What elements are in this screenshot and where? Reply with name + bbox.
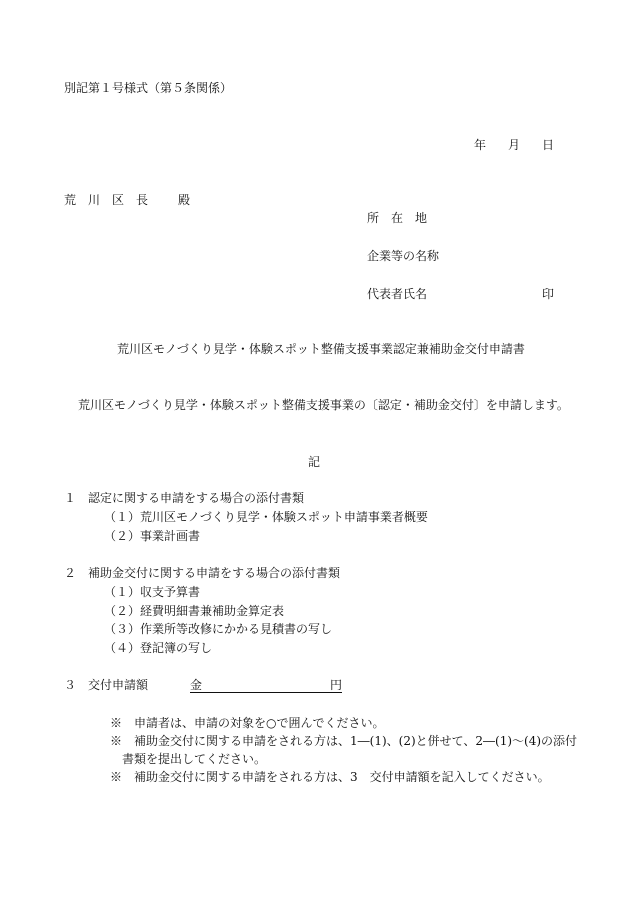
date-month: 月 — [508, 138, 521, 152]
date-year: 年 — [474, 138, 487, 152]
amount-kin: 金 — [190, 678, 203, 692]
section-1-item: （２）事業計画書 — [104, 529, 201, 543]
amount-field — [190, 678, 342, 693]
note-item: ※ 申請者は、申請の対象を○で囲んでください。 — [110, 716, 385, 730]
amount-yen: 円 — [329, 678, 342, 692]
company-label: 企業等の名称 — [367, 249, 440, 263]
date-day: 日 — [542, 138, 555, 152]
note-item-continuation: 書類を提出してください。 — [122, 752, 267, 766]
document-title: 荒川区モノづくり見学・体験スポット整備支援事業認定兼補助金交付申請書 — [117, 342, 525, 356]
ki-heading: 記 — [308, 455, 321, 469]
section-2-item: （３）作業所等改修にかかる見積書の写し — [104, 622, 333, 636]
section-1-item: （１）荒川区モノづくり見学・体験スポット申請事業者概要 — [104, 510, 428, 524]
section-1-heading: １ 認定に関する申請をする場合の添付書類 — [64, 491, 305, 505]
section-2-heading: ２ 補助金交付に関する申請をする場合の添付書類 — [64, 566, 341, 580]
representative-label: 代表者氏名 — [367, 287, 428, 301]
seal-mark: 印 — [542, 287, 555, 301]
addressee-name: 荒 川 区 長 — [64, 193, 149, 207]
section-2-item: （２）経費明細書兼補助金算定表 — [104, 604, 285, 618]
address-label: 所 在 地 — [367, 211, 428, 225]
note-item: ※ 補助金交付に関する申請をされる方は、3 交付申請額を記入してください。 — [110, 770, 550, 784]
note-item: ※ 補助金交付に関する申請をされる方は、1―(1)、(2)と併せて、2―(1)～(4)の添付 — [110, 734, 578, 748]
addressee-honorific: 殿 — [178, 193, 191, 207]
amount-underline — [190, 678, 342, 693]
intro-sentence: 荒川区モノづくり見学・体験スポット整備支援事業の〔認定・補助金交付〕を申請します。 — [78, 398, 569, 412]
section-2-item: （４）登記簿の写し — [104, 641, 213, 655]
form-label: 別記第１号様式（第５条関係） — [64, 81, 233, 95]
section-2-item: （１）収支予算書 — [104, 585, 201, 599]
section-3-heading: ３ 交付申請額 — [64, 678, 149, 692]
